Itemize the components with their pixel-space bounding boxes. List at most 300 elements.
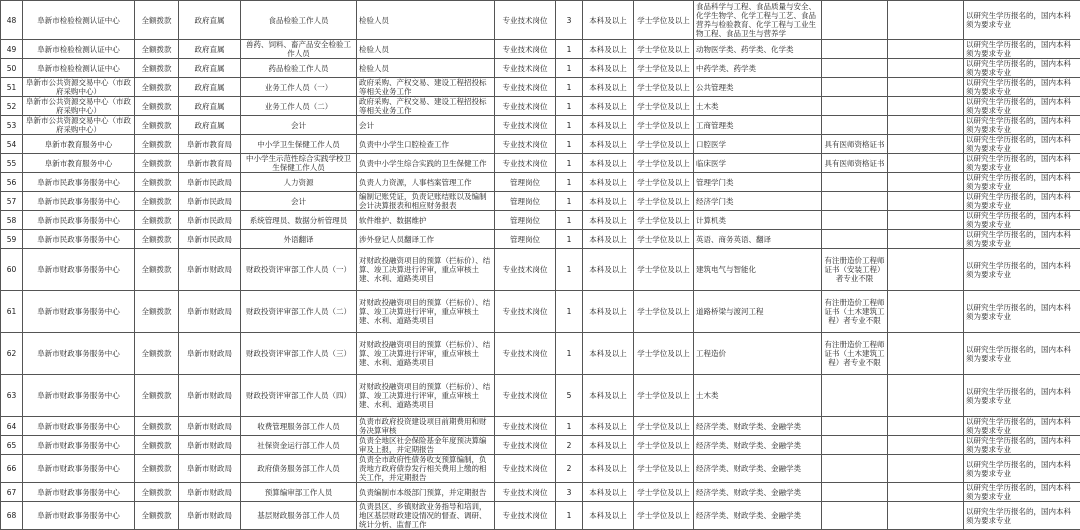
remarks: 以研究生学历报名的，国内本科须为要求专业 xyxy=(964,78,1080,97)
remarks: 以研究生学历报名的，国内本科须为要求专业 xyxy=(964,230,1080,249)
unit-name: 阜新市财政事务服务中心 xyxy=(23,417,135,436)
unit-name: 阜新市教育服务中心 xyxy=(23,154,135,173)
position-name: 业务工作人员（二） xyxy=(241,97,357,116)
department: 阜新市财政局 xyxy=(179,333,241,375)
position-name: 社保资金运行部工作人员 xyxy=(241,436,357,455)
row-number: 60 xyxy=(1,249,23,291)
funding-type: 全额拨款 xyxy=(135,135,179,154)
other-requirements xyxy=(822,173,888,192)
remarks: 以研究生学历报名的，国内本科须为要求专业 xyxy=(964,173,1080,192)
unit-name: 阜新市民政事务服务中心 xyxy=(23,192,135,211)
major: 公共管理类 xyxy=(694,78,822,97)
empty-column xyxy=(888,230,964,249)
position-category: 管理岗位 xyxy=(495,230,556,249)
major: 土木类 xyxy=(694,375,822,417)
unit-name: 阜新市教育服务中心 xyxy=(23,135,135,154)
major: 临床医学 xyxy=(694,154,822,173)
education: 本科及以上 xyxy=(583,249,634,291)
funding-type: 全额拨款 xyxy=(135,211,179,230)
department: 政府直属 xyxy=(179,97,241,116)
row-number: 68 xyxy=(1,502,23,530)
other-requirements: 有注册造价工程师证书（土木建筑工程）者专业不限 xyxy=(822,291,888,333)
position-name: 预算编审部工作人员 xyxy=(241,483,357,502)
position-category: 专业技术岗位 xyxy=(495,97,556,116)
empty-column xyxy=(888,483,964,502)
education: 本科及以上 xyxy=(583,78,634,97)
other-requirements xyxy=(822,502,888,530)
position-name: 业务工作人员（一） xyxy=(241,78,357,97)
education: 本科及以上 xyxy=(583,230,634,249)
hiring-count: 1 xyxy=(556,116,583,135)
department: 阜新市民政局 xyxy=(179,173,241,192)
remarks: 以研究生学历报名的，国内本科须为要求专业 xyxy=(964,211,1080,230)
job-duty: 会计 xyxy=(357,116,495,135)
empty-column xyxy=(888,59,964,78)
remarks: 以研究生学历报名的，国内本科须为要求专业 xyxy=(964,154,1080,173)
department: 阜新市民政局 xyxy=(179,211,241,230)
major: 工商管理类 xyxy=(694,116,822,135)
hiring-count: 3 xyxy=(556,483,583,502)
department: 阜新市财政局 xyxy=(179,375,241,417)
hiring-count: 1 xyxy=(556,59,583,78)
position-category: 管理岗位 xyxy=(495,211,556,230)
row-number: 61 xyxy=(1,291,23,333)
education: 本科及以上 xyxy=(583,455,634,483)
unit-name: 阜新市民政事务服务中心 xyxy=(23,173,135,192)
education: 本科及以上 xyxy=(583,116,634,135)
department: 阜新市财政局 xyxy=(179,436,241,455)
position-category: 专业技术岗位 xyxy=(495,116,556,135)
job-duty: 负责中小学生综合实践的卫生保健工作 xyxy=(357,154,495,173)
position-name: 财政投资评审部工作人员（四） xyxy=(241,375,357,417)
education: 本科及以上 xyxy=(583,375,634,417)
department: 阜新市民政局 xyxy=(179,230,241,249)
table-row xyxy=(1,40,1080,59)
hiring-count: 1 xyxy=(556,173,583,192)
position-name: 系统管理员、数据分析管理员 xyxy=(241,211,357,230)
row-number: 62 xyxy=(1,333,23,375)
funding-type: 全额拨款 xyxy=(135,116,179,135)
unit-name: 阜新市财政事务服务中心 xyxy=(23,333,135,375)
degree: 学士学位及以上 xyxy=(634,211,694,230)
unit-name: 阜新市检验检测认证中心 xyxy=(23,59,135,78)
degree: 学士学位及以上 xyxy=(634,291,694,333)
hiring-count: 5 xyxy=(556,375,583,417)
position-category: 专业技术岗位 xyxy=(495,40,556,59)
table-row xyxy=(1,333,1080,375)
remarks: 以研究生学历报名的，国内本科须为要求专业 xyxy=(964,502,1080,530)
row-number: 63 xyxy=(1,375,23,417)
job-duty: 政府采购、产权交易、建设工程招投标等相关业务工作 xyxy=(357,78,495,97)
major: 经济学类、财政学类、金融学类 xyxy=(694,417,822,436)
position-name: 人力资源 xyxy=(241,173,357,192)
department: 阜新市教育局 xyxy=(179,135,241,154)
hiring-count: 1 xyxy=(556,502,583,530)
department: 阜新市财政局 xyxy=(179,417,241,436)
other-requirements xyxy=(822,59,888,78)
row-number: 53 xyxy=(1,116,23,135)
table-row xyxy=(1,1,1080,40)
hiring-count: 1 xyxy=(556,135,583,154)
table-row xyxy=(1,59,1080,78)
funding-type: 全额拨款 xyxy=(135,436,179,455)
remarks: 以研究生学历报名的，国内本科须为要求专业 xyxy=(964,40,1080,59)
other-requirements xyxy=(822,375,888,417)
position-name: 政府债务服务部工作人员 xyxy=(241,455,357,483)
position-name: 药品检验工作人员 xyxy=(241,59,357,78)
table-row xyxy=(1,116,1080,135)
job-duty: 对财政投融资项目的预算（拦标价）、结算、竣工决算进行评审，重点审核土建、水利、道路类项目 xyxy=(357,291,495,333)
table-row xyxy=(1,417,1080,436)
remarks: 以研究生学历报名的，国内本科须为要求专业 xyxy=(964,436,1080,455)
position-name: 中小学卫生保健工作人员 xyxy=(241,135,357,154)
degree: 学士学位及以上 xyxy=(634,154,694,173)
major: 经济学类、财政学类、金融学类 xyxy=(694,455,822,483)
hiring-count: 1 xyxy=(556,291,583,333)
hiring-count: 1 xyxy=(556,211,583,230)
empty-column xyxy=(888,135,964,154)
major: 口腔医学 xyxy=(694,135,822,154)
major: 计算机类 xyxy=(694,211,822,230)
empty-column xyxy=(888,333,964,375)
unit-name: 阜新市财政事务服务中心 xyxy=(23,291,135,333)
other-requirements xyxy=(822,417,888,436)
hiring-count: 1 xyxy=(556,78,583,97)
department: 政府直属 xyxy=(179,59,241,78)
table-row xyxy=(1,291,1080,333)
position-category: 专业技术岗位 xyxy=(495,59,556,78)
remarks: 以研究生学历报名的，国内本科须为要求专业 xyxy=(964,97,1080,116)
remarks: 以研究生学历报名的，国内本科须为要求专业 xyxy=(964,1,1080,40)
table-row xyxy=(1,173,1080,192)
position-name: 财政投资评审部工作人员（二） xyxy=(241,291,357,333)
position-category: 专业技术岗位 xyxy=(495,375,556,417)
degree: 学士学位及以上 xyxy=(634,78,694,97)
education: 本科及以上 xyxy=(583,1,634,40)
job-duty: 对财政投融资项目的预算（拦标价）、结算、竣工决算进行评审，重点审核土建、水利、道路类项目 xyxy=(357,375,495,417)
hiring-count: 2 xyxy=(556,455,583,483)
unit-name: 阜新市检验检测认证中心 xyxy=(23,40,135,59)
department: 阜新市财政局 xyxy=(179,483,241,502)
table-row xyxy=(1,249,1080,291)
funding-type: 全额拨款 xyxy=(135,40,179,59)
remarks: 以研究生学历报名的，国内本科须为要求专业 xyxy=(964,483,1080,502)
degree: 学士学位及以上 xyxy=(634,483,694,502)
position-category: 专业技术岗位 xyxy=(495,78,556,97)
other-requirements xyxy=(822,436,888,455)
job-duty: 对财政投融资项目的预算（拦标价）、结算、竣工决算进行评审，重点审核土建、水利、道路类项目 xyxy=(357,249,495,291)
major: 经济学门类 xyxy=(694,192,822,211)
row-number: 65 xyxy=(1,436,23,455)
position-name: 财政投资评审部工作人员（一） xyxy=(241,249,357,291)
education: 本科及以上 xyxy=(583,192,634,211)
department: 政府直属 xyxy=(179,116,241,135)
table-row xyxy=(1,78,1080,97)
unit-name: 阜新市公共资源交易中心（市政府采购中心） xyxy=(23,97,135,116)
table-row xyxy=(1,455,1080,483)
position-name: 基层财政服务部工作人员 xyxy=(241,502,357,530)
job-duty: 检验人员 xyxy=(357,1,495,40)
empty-column xyxy=(888,192,964,211)
other-requirements: 有注册造价工程师证书（安装工程）者专业不限 xyxy=(822,249,888,291)
empty-column xyxy=(888,502,964,530)
other-requirements xyxy=(822,192,888,211)
funding-type: 全额拨款 xyxy=(135,249,179,291)
row-number: 50 xyxy=(1,59,23,78)
position-category: 专业技术岗位 xyxy=(495,291,556,333)
job-duty: 检验人员 xyxy=(357,59,495,78)
funding-type: 全额拨款 xyxy=(135,97,179,116)
empty-column xyxy=(888,291,964,333)
row-number: 64 xyxy=(1,417,23,436)
unit-name: 阜新市民政事务服务中心 xyxy=(23,230,135,249)
unit-name: 阜新市财政事务服务中心 xyxy=(23,249,135,291)
hiring-count: 1 xyxy=(556,333,583,375)
education: 本科及以上 xyxy=(583,97,634,116)
hiring-count: 1 xyxy=(556,417,583,436)
unit-name: 阜新市检验检测认证中心 xyxy=(23,1,135,40)
hiring-count: 1 xyxy=(556,154,583,173)
education: 本科及以上 xyxy=(583,483,634,502)
degree: 学士学位及以上 xyxy=(634,455,694,483)
table-row xyxy=(1,97,1080,116)
empty-column xyxy=(888,97,964,116)
job-duty: 负责全地区社会保险基金年度预决算编审及上报，并定期报告 xyxy=(357,436,495,455)
unit-name: 阜新市民政事务服务中心 xyxy=(23,211,135,230)
department: 阜新市财政局 xyxy=(179,455,241,483)
job-duty: 负责全市政府性债务收支预算编制，负责地方政府债券发行相关费用上缴的相关工作，并定期报告 xyxy=(357,455,495,483)
remarks: 以研究生学历报名的，国内本科须为要求专业 xyxy=(964,135,1080,154)
degree: 学士学位及以上 xyxy=(634,502,694,530)
funding-type: 全额拨款 xyxy=(135,154,179,173)
degree: 学士学位及以上 xyxy=(634,417,694,436)
other-requirements xyxy=(822,1,888,40)
education: 本科及以上 xyxy=(583,417,634,436)
row-number: 67 xyxy=(1,483,23,502)
position-category: 专业技术岗位 xyxy=(495,436,556,455)
empty-column xyxy=(888,211,964,230)
position-category: 管理岗位 xyxy=(495,173,556,192)
table-row xyxy=(1,375,1080,417)
degree: 学士学位及以上 xyxy=(634,135,694,154)
job-duty: 检验人员 xyxy=(357,40,495,59)
hiring-count: 3 xyxy=(556,1,583,40)
funding-type: 全额拨款 xyxy=(135,192,179,211)
row-number: 48 xyxy=(1,1,23,40)
other-requirements: 具有医师资格证书 xyxy=(822,154,888,173)
hiring-count: 1 xyxy=(556,40,583,59)
remarks: 以研究生学历报名的，国内本科须为要求专业 xyxy=(964,192,1080,211)
empty-column xyxy=(888,436,964,455)
table-row xyxy=(1,230,1080,249)
major: 道路桥梁与渡河工程 xyxy=(694,291,822,333)
unit-name: 阜新市公共资源交易中心（市政府采购中心） xyxy=(23,116,135,135)
major: 英语、商务英语、翻译 xyxy=(694,230,822,249)
unit-name: 阜新市财政事务服务中心 xyxy=(23,375,135,417)
position-category: 专业技术岗位 xyxy=(495,333,556,375)
funding-type: 全额拨款 xyxy=(135,291,179,333)
empty-column xyxy=(888,78,964,97)
row-number: 55 xyxy=(1,154,23,173)
degree: 学士学位及以上 xyxy=(634,375,694,417)
major: 中药学类、药学类 xyxy=(694,59,822,78)
major: 经济学类、财政学类、金融学类 xyxy=(694,483,822,502)
hiring-count: 1 xyxy=(556,249,583,291)
department: 阜新市财政局 xyxy=(179,249,241,291)
job-duty: 负责人力资源，人事档案管理工作 xyxy=(357,173,495,192)
position-category: 专业技术岗位 xyxy=(495,502,556,530)
remarks: 以研究生学历报名的，国内本科须为要求专业 xyxy=(964,455,1080,483)
position-name: 会计 xyxy=(241,192,357,211)
education: 本科及以上 xyxy=(583,211,634,230)
degree: 学士学位及以上 xyxy=(634,116,694,135)
degree: 学士学位及以上 xyxy=(634,40,694,59)
remarks: 以研究生学历报名的，国内本科须为要求专业 xyxy=(964,59,1080,78)
department: 政府直属 xyxy=(179,40,241,59)
major: 经济学类、财政学类、金融学类 xyxy=(694,436,822,455)
empty-column xyxy=(888,249,964,291)
department: 阜新市财政局 xyxy=(179,291,241,333)
job-duty: 软件维护、数据维护 xyxy=(357,211,495,230)
funding-type: 全额拨款 xyxy=(135,59,179,78)
position-category: 管理岗位 xyxy=(495,192,556,211)
position-name: 兽药、饲料、畜产品安全检验工作人员 xyxy=(241,40,357,59)
empty-column xyxy=(888,116,964,135)
remarks: 以研究生学历报名的，国内本科须为要求专业 xyxy=(964,375,1080,417)
degree: 学士学位及以上 xyxy=(634,436,694,455)
position-category: 专业技术岗位 xyxy=(495,417,556,436)
funding-type: 全额拨款 xyxy=(135,502,179,530)
empty-column xyxy=(888,375,964,417)
row-number: 59 xyxy=(1,230,23,249)
position-name: 财政投资评审部工作人员（三） xyxy=(241,333,357,375)
major: 管理学门类 xyxy=(694,173,822,192)
remarks: 以研究生学历报名的，国内本科须为要求专业 xyxy=(964,417,1080,436)
position-category: 专业技术岗位 xyxy=(495,483,556,502)
major: 经济学类、财政学类、金融学类 xyxy=(694,502,822,530)
funding-type: 全额拨款 xyxy=(135,230,179,249)
major: 工程造价 xyxy=(694,333,822,375)
hiring-count: 1 xyxy=(556,192,583,211)
unit-name: 阜新市财政事务服务中心 xyxy=(23,455,135,483)
unit-name: 阜新市财政事务服务中心 xyxy=(23,436,135,455)
table-row xyxy=(1,211,1080,230)
funding-type: 全额拨款 xyxy=(135,455,179,483)
department: 政府直属 xyxy=(179,1,241,40)
education: 本科及以上 xyxy=(583,135,634,154)
empty-column xyxy=(888,417,964,436)
remarks: 以研究生学历报名的，国内本科须为要求专业 xyxy=(964,249,1080,291)
empty-column xyxy=(888,40,964,59)
job-duty: 涉外登记人员翻译工作 xyxy=(357,230,495,249)
remarks: 以研究生学历报名的，国内本科须为要求专业 xyxy=(964,291,1080,333)
job-duty: 负责县区、乡镇财政业务指导和培训，地区基层财政建设情况的督查、调研、统计分析、监督工作 xyxy=(357,502,495,530)
education: 本科及以上 xyxy=(583,173,634,192)
hiring-count: 1 xyxy=(556,230,583,249)
degree: 学士学位及以上 xyxy=(634,192,694,211)
degree: 学士学位及以上 xyxy=(634,230,694,249)
row-number: 58 xyxy=(1,211,23,230)
row-number: 56 xyxy=(1,173,23,192)
unit-name: 阜新市财政事务服务中心 xyxy=(23,502,135,530)
education: 本科及以上 xyxy=(583,59,634,78)
table-row xyxy=(1,135,1080,154)
major: 土木类 xyxy=(694,97,822,116)
other-requirements xyxy=(822,483,888,502)
hiring-count: 1 xyxy=(556,97,583,116)
position-category: 专业技术岗位 xyxy=(495,135,556,154)
other-requirements: 有注册造价工程师证书（土木建筑工程）者专业不限 xyxy=(822,333,888,375)
degree: 学士学位及以上 xyxy=(634,173,694,192)
education: 本科及以上 xyxy=(583,40,634,59)
row-number: 57 xyxy=(1,192,23,211)
position-name: 中小学生示范性综合实践学校卫生保健工作人员 xyxy=(241,154,357,173)
table-row xyxy=(1,192,1080,211)
degree: 学士学位及以上 xyxy=(634,249,694,291)
job-duty: 负责市政府投资建设项目前期费用和财务决算审核 xyxy=(357,417,495,436)
position-name: 食品检验工作人员 xyxy=(241,1,357,40)
row-number: 51 xyxy=(1,78,23,97)
unit-name: 阜新市财政事务服务中心 xyxy=(23,483,135,502)
other-requirements xyxy=(822,40,888,59)
unit-name: 阜新市公共资源交易中心（市政府采购中心） xyxy=(23,78,135,97)
position-name: 会计 xyxy=(241,116,357,135)
other-requirements xyxy=(822,78,888,97)
education: 本科及以上 xyxy=(583,154,634,173)
degree: 学士学位及以上 xyxy=(634,333,694,375)
empty-column xyxy=(888,154,964,173)
job-duty: 政府采购、产权交易、建设工程招投标等相关业务工作 xyxy=(357,97,495,116)
position-category: 专业技术岗位 xyxy=(495,455,556,483)
department: 阜新市民政局 xyxy=(179,192,241,211)
job-duty: 编制记账凭证，负责记账结账以及编制会计决算报表和相应财务报表 xyxy=(357,192,495,211)
empty-column xyxy=(888,173,964,192)
row-number: 52 xyxy=(1,97,23,116)
funding-type: 全额拨款 xyxy=(135,483,179,502)
department: 阜新市教育局 xyxy=(179,154,241,173)
other-requirements xyxy=(822,211,888,230)
row-number: 54 xyxy=(1,135,23,154)
funding-type: 全额拨款 xyxy=(135,78,179,97)
remarks: 以研究生学历报名的，国内本科须为要求专业 xyxy=(964,116,1080,135)
position-category: 专业技术岗位 xyxy=(495,249,556,291)
empty-column xyxy=(888,1,964,40)
job-duty: 负责中小学生口腔检查工作 xyxy=(357,135,495,154)
job-duty: 对财政投融资项目的预算（拦标价）、结算、竣工决算进行评审，重点审核土建、水利、道路类项目 xyxy=(357,333,495,375)
table-row xyxy=(1,502,1080,530)
position-name: 外语翻译 xyxy=(241,230,357,249)
funding-type: 全额拨款 xyxy=(135,173,179,192)
row-number: 66 xyxy=(1,455,23,483)
position-category: 专业技术岗位 xyxy=(495,154,556,173)
job-duty: 负责编制市本级部门预算，并定期报告 xyxy=(357,483,495,502)
funding-type: 全额拨款 xyxy=(135,417,179,436)
degree: 学士学位及以上 xyxy=(634,59,694,78)
funding-type: 全额拨款 xyxy=(135,375,179,417)
remarks: 以研究生学历报名的，国内本科须为要求专业 xyxy=(964,333,1080,375)
funding-type: 全额拨款 xyxy=(135,333,179,375)
education: 本科及以上 xyxy=(583,333,634,375)
major: 建筑电气与智能化 xyxy=(694,249,822,291)
major: 动物医学类、药学类、化学类 xyxy=(694,40,822,59)
empty-column xyxy=(888,455,964,483)
table-row xyxy=(1,483,1080,502)
degree: 学士学位及以上 xyxy=(634,97,694,116)
table-row xyxy=(1,436,1080,455)
department: 政府直属 xyxy=(179,78,241,97)
other-requirements xyxy=(822,455,888,483)
table-row xyxy=(1,154,1080,173)
